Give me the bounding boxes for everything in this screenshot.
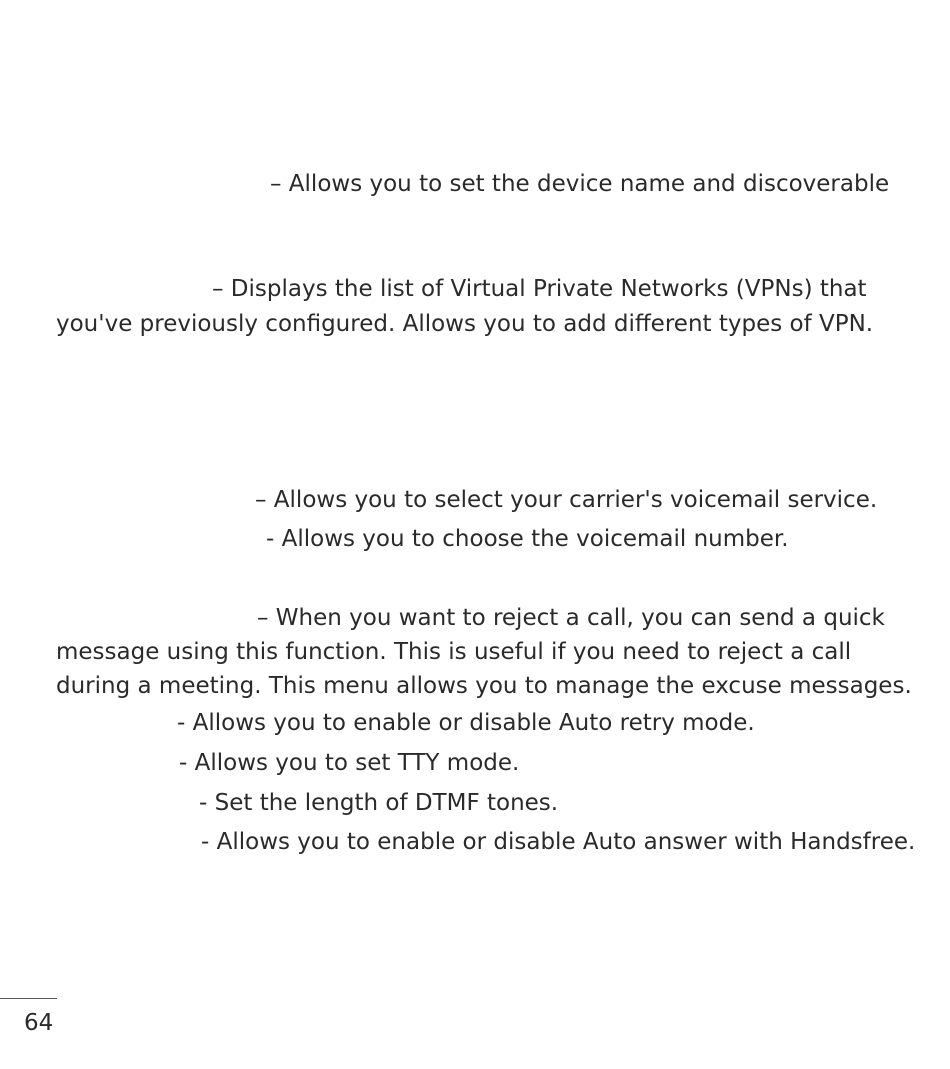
tty-mode-description: - Allows you to set TTY mode. — [179, 750, 520, 776]
dtmf-tones-description: - Set the length of DTMF tones. — [199, 790, 559, 816]
voicemail-service-description: – Allows you to select your carrier's voicemail service. — [255, 487, 878, 513]
excuse-messages-description-line-2: message using this function. This is useful if you need to reject a call — [56, 639, 852, 665]
auto-answer-description: - Allows you to enable or disable Auto answer with Handsfree. — [201, 829, 916, 855]
page-number-rule — [0, 998, 57, 999]
vpn-description-line-1: – Displays the list of Virtual Private Networks (VPNs) that — [212, 276, 867, 302]
voicemail-number-description: - Allows you to choose the voicemail number. — [266, 526, 789, 552]
page-number: 64 — [24, 1010, 54, 1036]
auto-retry-description: - Allows you to enable or disable Auto retry mode. — [177, 710, 755, 736]
bluetooth-description: – Allows you to set the device name and discoverable — [270, 171, 890, 197]
excuse-messages-description-line-1: – When you want to reject a call, you can send a quick — [257, 605, 885, 631]
vpn-description-line-2: you've previously configured. Allows you to add different types of VPN. — [56, 311, 874, 337]
excuse-messages-description-line-3: during a meeting. This menu allows you to manage the excuse messages. — [56, 673, 912, 699]
